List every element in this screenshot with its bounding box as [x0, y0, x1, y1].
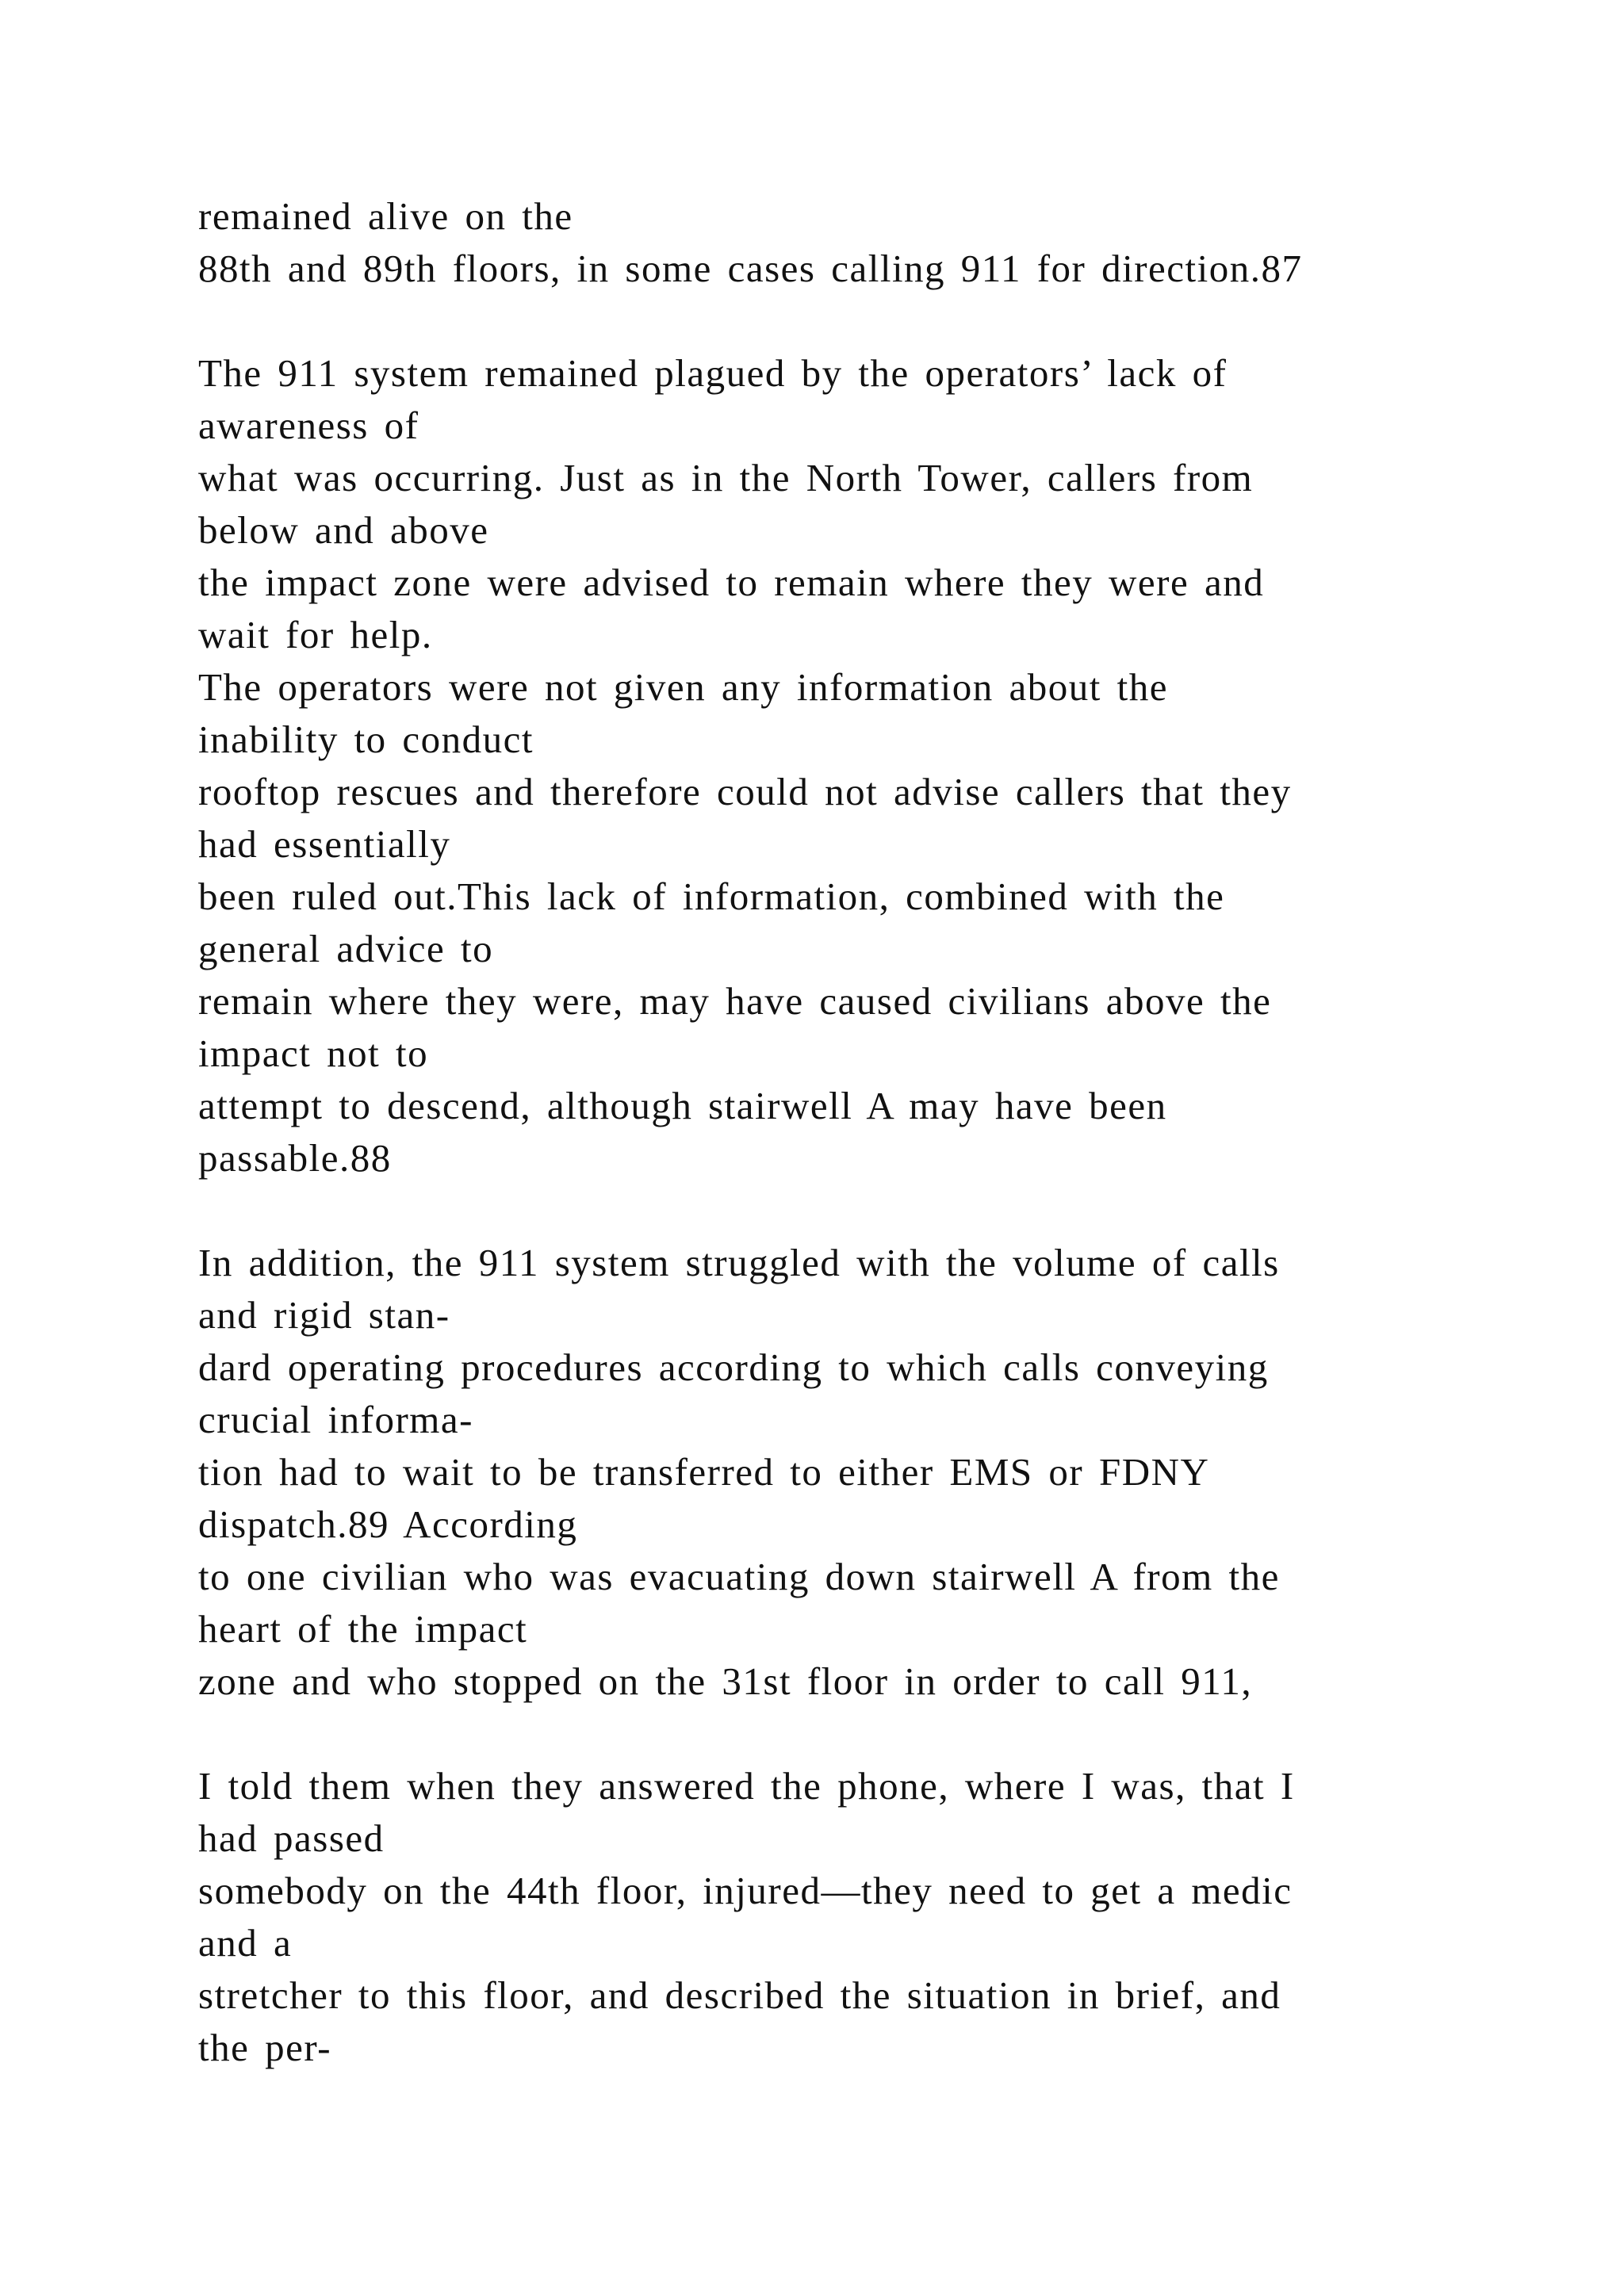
text-line: inability to conduct — [198, 718, 534, 761]
text-line: and a — [198, 1921, 293, 1965]
text-line: tion had to wait to be transferred to either EMS or FDNY — [198, 1450, 1210, 1494]
text-line: heart of the impact — [198, 1607, 528, 1651]
text-line: stretcher to this floor, and described the situation in brief, and — [198, 1973, 1281, 2017]
text-line: remained alive on the — [198, 194, 573, 238]
text-line: somebody on the 44th floor, injured—they need to get a medic — [198, 1869, 1293, 1912]
text-line: awareness of — [198, 404, 419, 447]
text-line: been ruled out.This lack of information, combined with the — [198, 874, 1225, 918]
text-line: rooftop rescues and therefore could not advise callers that they — [198, 770, 1292, 813]
text-line: crucial informa- — [198, 1398, 473, 1441]
paragraph-gap — [198, 295, 1499, 347]
text-line: In addition, the 911 system struggled with the volume of calls — [198, 1241, 1280, 1284]
paragraph-gap — [198, 1708, 1499, 1760]
text-line: the impact zone were advised to remain where they were and — [198, 561, 1265, 604]
text-line: general advice to — [198, 927, 494, 970]
text-line: remain where they were, may have caused civilians above the — [198, 979, 1272, 1023]
text-line: The 911 system remained plagued by the operators’ lack of — [198, 351, 1228, 395]
text-line: I told them when they answered the phone, where I was, that I — [198, 1764, 1295, 1808]
text-line: zone and who stopped on the 31st floor in order to call 911, — [198, 1659, 1253, 1703]
text-line: impact not to — [198, 1031, 429, 1075]
text-line: passable.88 — [198, 1136, 392, 1180]
text-line: had passed — [198, 1816, 385, 1860]
text-line: dard operating procedures according to which calls conveying — [198, 1345, 1269, 1389]
text-line: and rigid stan- — [198, 1293, 450, 1337]
text-line: to one civilian who was evacuating down stairwell A from the — [198, 1555, 1280, 1598]
text-line: the per- — [198, 2026, 332, 2069]
text-line: what was occurring. Just as in the North Tower, callers from — [198, 456, 1254, 499]
paragraph-3 — [198, 1237, 1499, 1708]
paragraph-4-quote — [198, 1760, 1499, 2074]
text-line: had essentially — [198, 822, 451, 866]
text-line: The operators were not given any information about the — [198, 665, 1168, 709]
paragraph-2 — [198, 347, 1499, 1184]
text-line: dispatch.89 According — [198, 1502, 578, 1546]
paragraph-1 — [198, 190, 1499, 295]
paragraph-gap — [198, 1184, 1499, 1237]
text-line: attempt to descend, although stairwell A may have been — [198, 1084, 1167, 1127]
text-line: below and above — [198, 508, 489, 552]
body-text — [198, 190, 1499, 2074]
text-line: wait for help. — [198, 613, 433, 656]
text-line: 88th and 89th floors, in some cases calling 911 for direction.87 — [198, 247, 1303, 290]
